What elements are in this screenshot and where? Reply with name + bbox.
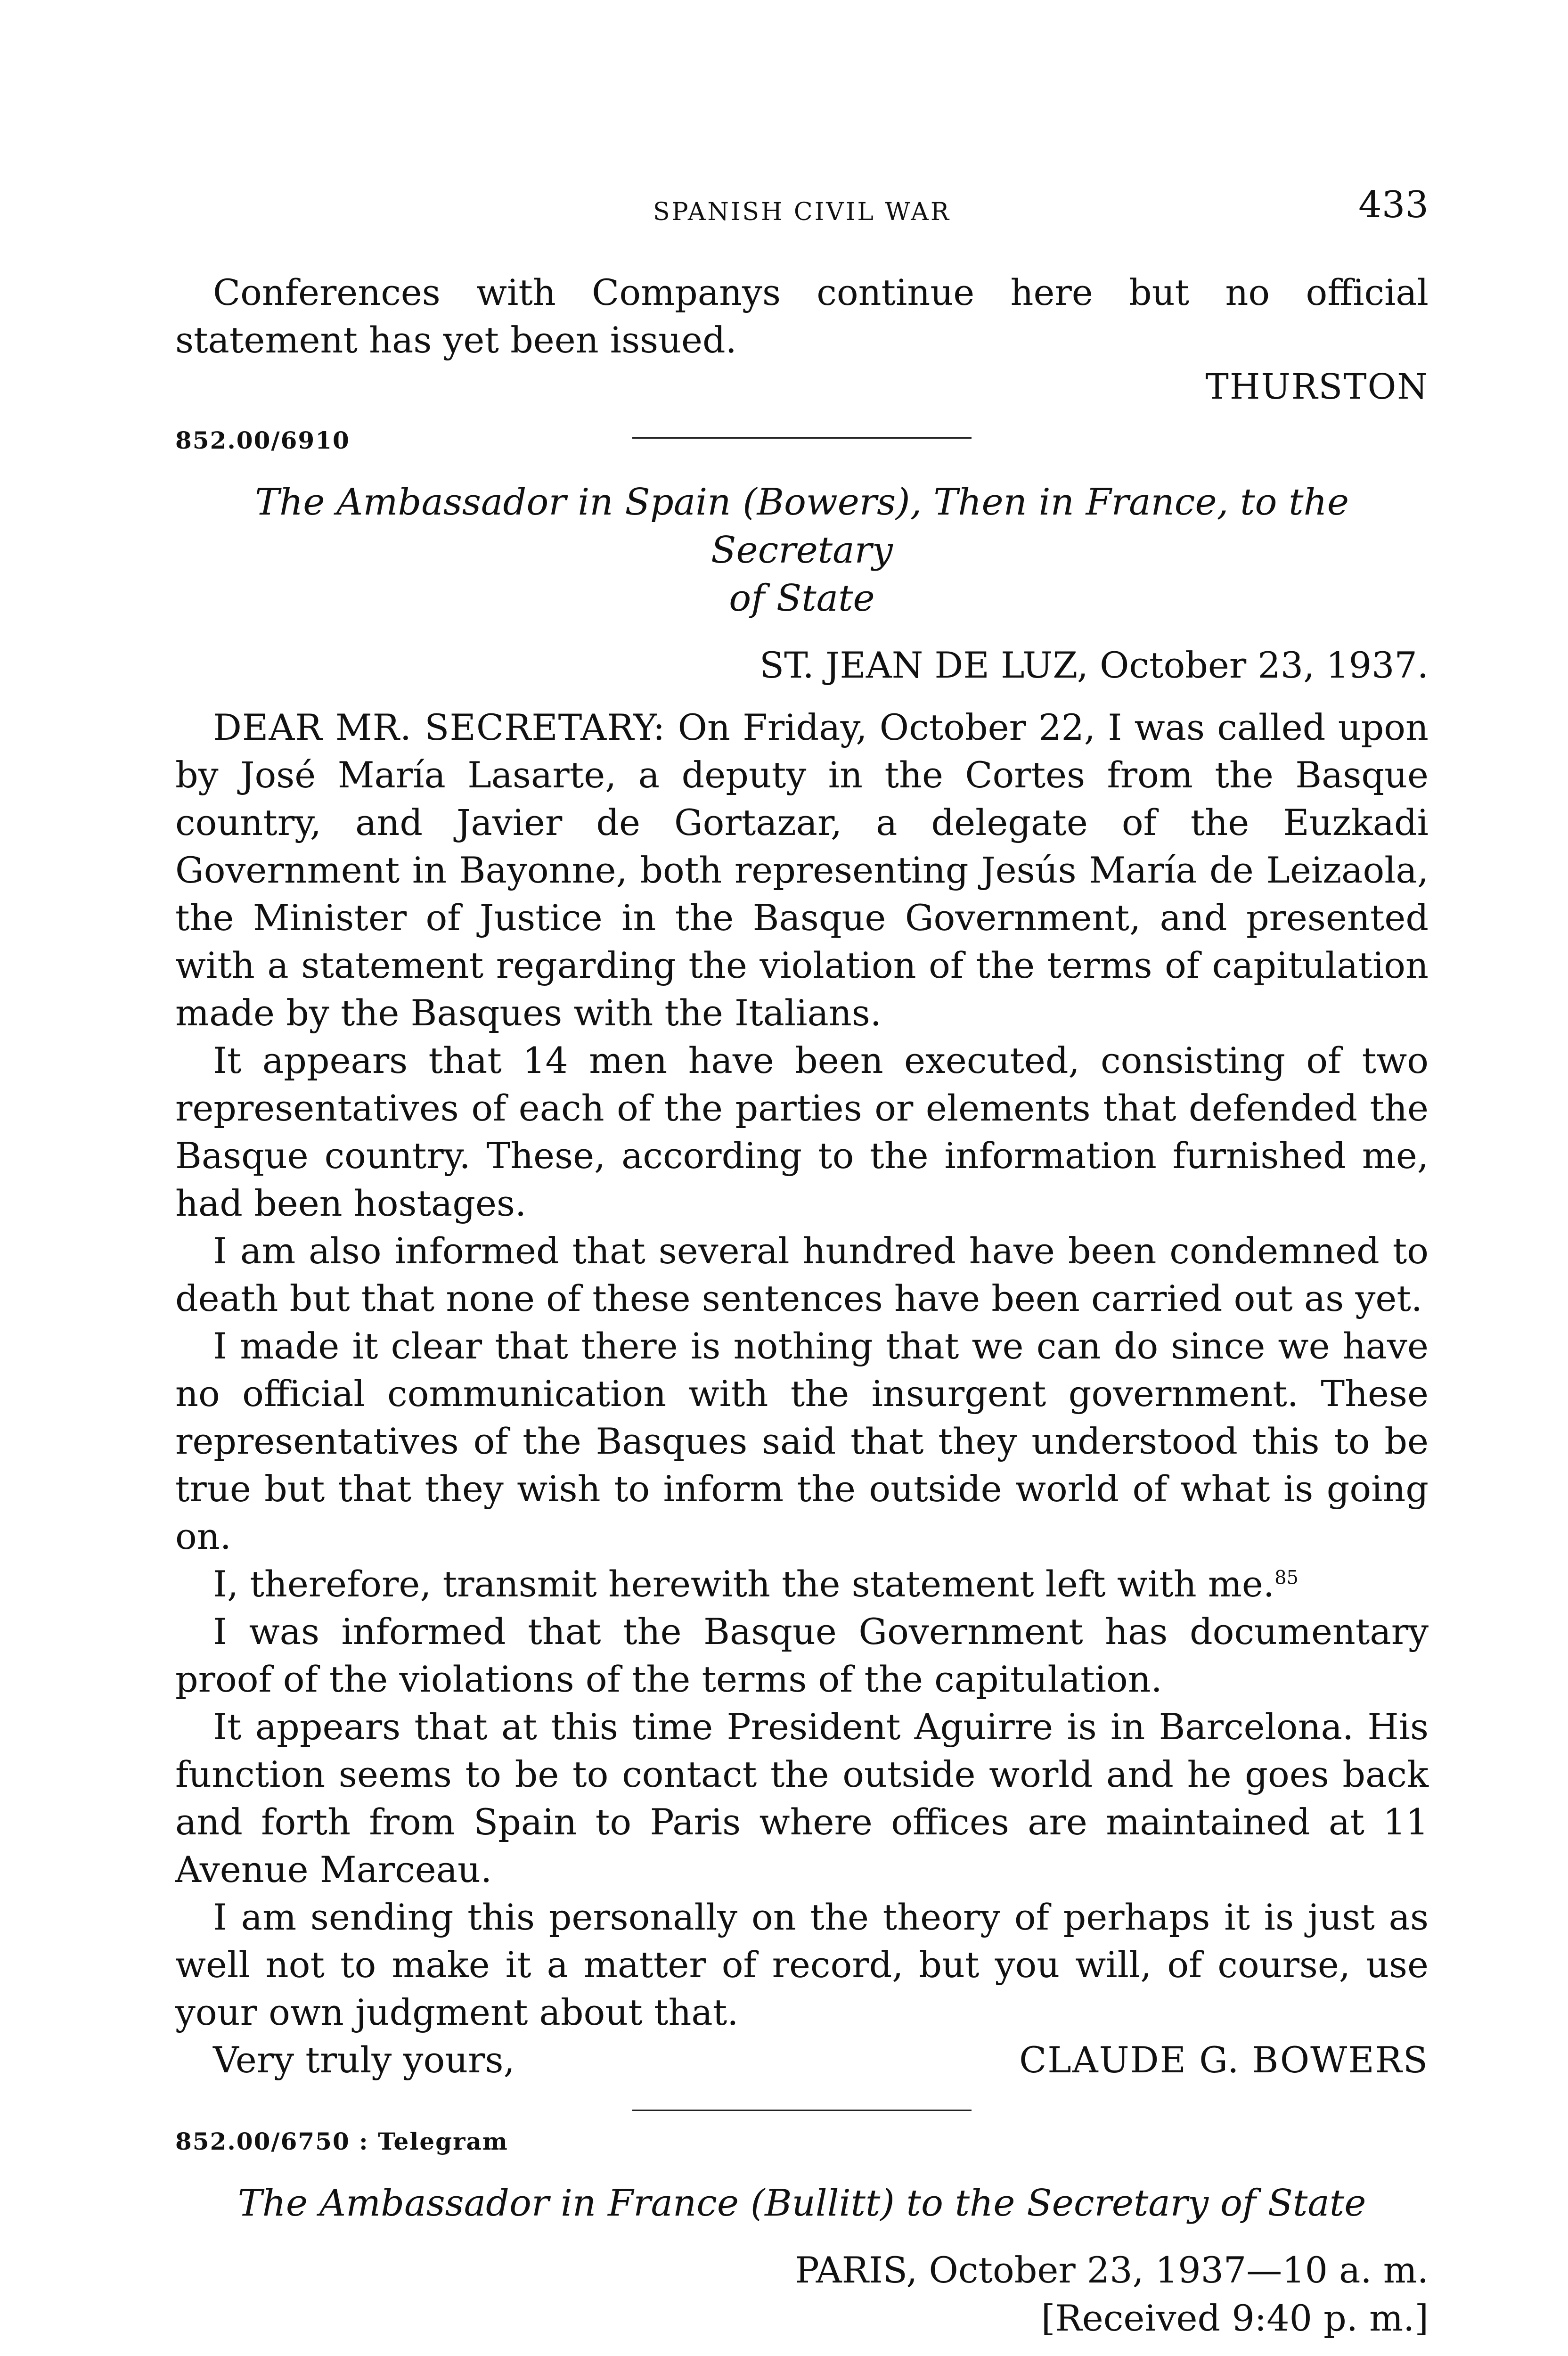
running-head	[175, 184, 1429, 236]
letter-paragraph-5	[175, 1560, 1429, 1608]
letter-paragraph-2: It appears that 14 men have been executed, consisting of two representatives of each of the parties or elements that defended the Basque country. These, according to the information furnished me, had been hostages.	[175, 1039, 1429, 1224]
letter-paragraph-7: It appears that at this time President Aguirre is in Barcelona. His function seems to be to contact the outside world and he goes back and forth from Spain to Paris where offices are maintained at 11 Avenue Marceau.	[175, 1706, 1429, 1890]
document-title-1	[175, 478, 1429, 622]
sender-name: CLAUDE G. BOWERS	[1019, 2039, 1429, 2081]
salutation: DEAR MR. SECRETARY:	[213, 706, 666, 748]
letter-paragraph-3: I am also informed that several hundred have been condemned to death but that none of these sentences have been carried out as yet.	[175, 1230, 1429, 1319]
document-title-1-line-1: The Ambassador in Spain (Bowers), Then in France, to the Secretary	[254, 481, 1349, 572]
prev-closing-paragraph: Conferences with Companys continue here but no official statement has yet been issued.	[175, 271, 1429, 361]
letter-paragraph-1	[175, 704, 1429, 1037]
file-number-1: 852.00/6910	[175, 426, 350, 454]
document-title-2: The Ambassador in France (Bullitt) to the Secretary of State	[237, 2182, 1366, 2225]
prev-signature: THURSTON	[1205, 367, 1429, 407]
place-date-1: ST. JEAN DE LUZ, October 23, 1937.	[760, 644, 1429, 686]
section-divider-2	[632, 2110, 972, 2111]
running-title: SPANISH CIVIL WAR	[653, 198, 951, 226]
letter-paragraph-8: I am sending this personally on the theory of perhaps it is just as well not to make it a matter of record, but you will, of course, use your own judgment about that.	[175, 1896, 1429, 2033]
closing: Very truly yours,	[213, 2039, 515, 2081]
letter-paragraph-6: I was informed that the Basque Government has documentary proof of the violations of the terms of the capitulation.	[175, 1611, 1429, 1700]
signoff	[175, 2036, 1429, 2084]
letter-paragraph-1-text: On Friday, October 22, I was called upon by José María Lasarte, a deputy in the Cortes from the Basque country, and Javier de Gortazar, a delegate of the Euzkadi Government in Bayonne, both representing Jesús María de Leizaola, the Minister of Justice in the Basque Government, and presented with a statement regarding the violation of the terms of capitulation made by the Basques with the Italians.	[175, 706, 1429, 1034]
letter-paragraph-5-text: I, therefore, transmit herewith the statement left with me.	[213, 1563, 1275, 1605]
received-time: [Received 9:40 p. m.]	[1041, 2297, 1429, 2339]
letter-paragraph-4: I made it clear that there is nothing that we can do since we have no official communication with the insurgent government. These representatives of the Basques said that they understood this to be true but that they wish to inform the outside world of what is going on.	[175, 1325, 1429, 1557]
document-title-1-line-2: of State	[729, 577, 875, 620]
file-number-2: 852.00/6750 : Telegram	[175, 2127, 508, 2155]
place-date-2: PARIS, October 23, 1937—10 a. m.	[795, 2249, 1429, 2291]
document-page	[175, 184, 1429, 2356]
footnote-ref-85: 85	[1274, 1567, 1298, 1589]
page-number: 433	[1358, 184, 1429, 226]
